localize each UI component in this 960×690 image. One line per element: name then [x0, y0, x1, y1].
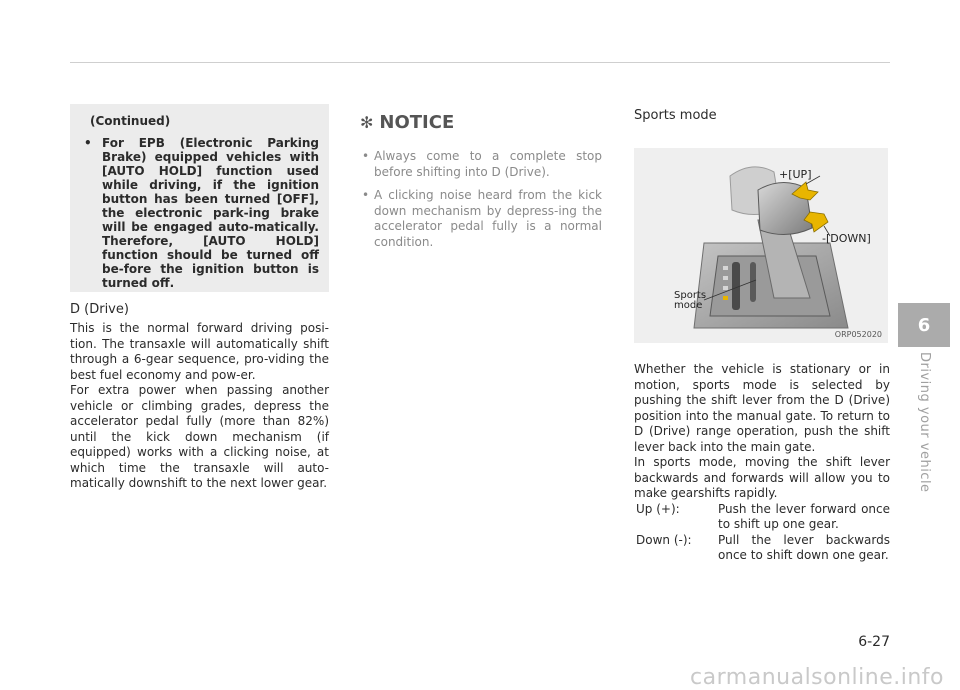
figure-code: ORP052020	[834, 330, 882, 339]
bullet-icon: •	[362, 188, 370, 202]
drive-heading: D (Drive)	[70, 302, 129, 317]
chapter-label: Driving your vehicle	[917, 352, 932, 493]
list-item	[634, 533, 890, 564]
caution-text: For EPB (Electronic Parking Brake) equipped vehicles with [AUTO HOLD] function used while driving, if the ignition button has been turned [OFF], the electronic park-ing brake will be engaged auto-matically. Therefore, [AUTO HOLD] function should be turned off be-fore the ignition button is turned off.	[102, 136, 319, 290]
notice-title-row	[360, 112, 602, 133]
notice-list	[360, 149, 602, 250]
def-desc: Push the lever forward once to shift up one gear.	[718, 501, 890, 531]
sports-mode-label	[674, 291, 706, 311]
notice-item-text: Always come to a complete stop before shifting into D (Drive).	[374, 149, 602, 179]
sports-paragraph-1: Whether the vehicle is stationary or in motion, sports mode is selected by pushing the shift lever from the D (Drive) position into the manual gate. To return to D (Drive) range operation, push the shift lever back into the main gate.	[634, 362, 890, 454]
caution-heading: (Continued)	[90, 114, 171, 128]
list-item	[634, 502, 890, 533]
chapter-label-wrap	[916, 352, 932, 502]
sports-section-heading-wrap	[634, 108, 890, 127]
shift-lever-figure	[634, 148, 888, 343]
watermark: carmanualsonline.info	[690, 665, 944, 690]
caution-item	[80, 136, 319, 290]
notice-item-text: A clicking noise heard from the kick down mechanism by depress-ing the accelerator pedal fully is a normal condition.	[374, 188, 602, 249]
notice-section	[360, 112, 602, 258]
asterisk-icon: ✻	[360, 113, 374, 132]
notice-title: NOTICE	[379, 112, 455, 133]
def-term: Up (+):	[636, 501, 680, 516]
sports-text	[634, 362, 890, 564]
sports-mode-label-line-1: Sports	[674, 290, 707, 301]
bullet-icon: •	[362, 149, 370, 163]
gear-definition-list	[634, 502, 890, 564]
def-term: Down (-):	[636, 532, 692, 547]
list-item	[360, 188, 602, 250]
drive-section	[70, 302, 329, 492]
chapter-tab[interactable]: 6	[898, 303, 950, 347]
shift-lever-illustration	[634, 148, 888, 343]
drive-paragraph-2: For extra power when passing another vehicle or climbing grades, depress the accelerator pedal fully (more than 82%) until the kick down mechanism (if equipped) works with a clicking noise, at which time the transaxle will auto-matically downshift to the next lower gear.	[70, 383, 329, 490]
sports-paragraph-2: In sports mode, moving the shift lever backwards and forwards will allow you to make gearshifts rapidly.	[634, 455, 890, 500]
sports-heading: Sports mode	[634, 108, 717, 123]
bullet-icon: •	[84, 136, 92, 150]
drive-paragraph-1: This is the normal forward driving posi-tion. The transaxle will automatically shift through a 6-gear sequence, pro-viding the best fuel economy and pow-er.	[70, 321, 329, 382]
up-label: +[UP]	[779, 168, 812, 181]
page-number: 6-27	[858, 634, 890, 650]
def-desc: Pull the lever backwards once to shift down one gear.	[718, 532, 890, 562]
caution-box	[70, 104, 329, 292]
header-rule	[70, 62, 890, 63]
sports-mode-label-line-2: mode	[674, 300, 703, 311]
list-item	[360, 149, 602, 180]
down-label: -[DOWN]	[822, 232, 871, 245]
